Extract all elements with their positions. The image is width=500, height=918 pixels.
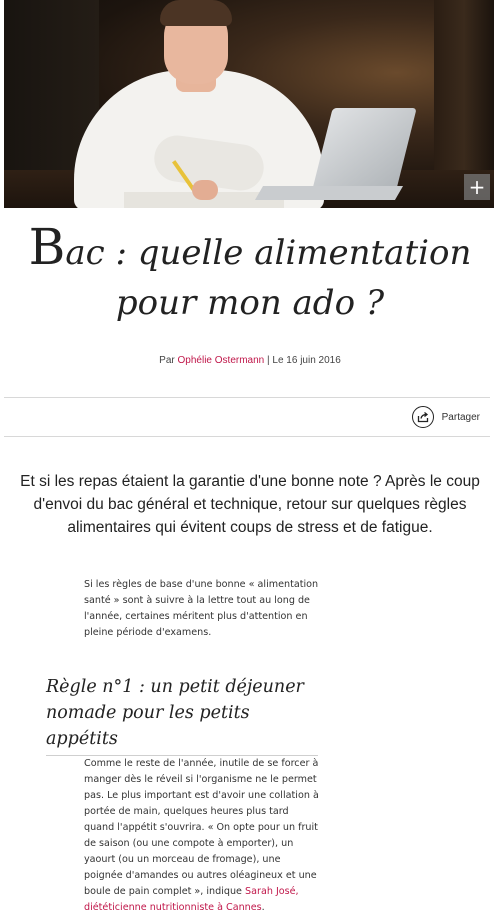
hero-student-hair — [160, 0, 232, 26]
title-dropcap: B — [28, 218, 66, 276]
article-lead: Et si les repas étaient la garantie d'une bonne note ? Après le coup d'envoi du bac général et technique, retour sur quelques règles alimentaires qui évitent coups de stress et de fatigue. — [20, 473, 480, 536]
article-title — [0, 218, 500, 328]
author-link[interactable]: Ophélie Ostermann — [177, 355, 265, 366]
title-text: ac : quelle alimentation pour mon ado ? — [65, 233, 472, 323]
divider-bottom — [4, 436, 490, 437]
hero-student-hand — [192, 180, 218, 200]
byline-separator: | — [267, 355, 270, 366]
hero-image — [4, 0, 494, 208]
subheading-rule-1: Règle n°1 : un petit déjeuner nomade pour les petits appétits — [46, 674, 318, 756]
share-button[interactable] — [412, 406, 480, 428]
plus-icon: + — [468, 175, 486, 199]
paragraph-rule-1-end: . — [261, 902, 265, 913]
share-icon — [412, 406, 434, 428]
expert-link[interactable]: Sarah José, diététicienne nutritionniste à Cannes — [84, 886, 299, 913]
paragraph-rule-1-text: Comme le reste de l'année, inutile de se forcer à manger dès le réveil si l'organisme ne le permet pas. Le plus important est d'avoir une collation à portée de main, quelques heures plus tard quand l'appétit s'ouvrira. « On opte pour un fruit de saison (ou une compote à emporter), un yaourt (ou un morceau de fromage), une poignée d'amandes ou autres oléagineux et une boule de pain complet », indique — [84, 758, 319, 897]
share-label: Partager — [441, 411, 480, 423]
expand-image-button[interactable] — [464, 174, 490, 200]
byline — [0, 355, 500, 366]
publish-date: Le 16 juin 2016 — [272, 355, 341, 366]
paragraph-rule-1 — [84, 756, 320, 916]
hero-laptop-base — [255, 186, 403, 200]
byline-prefix: Par — [159, 355, 175, 366]
paragraph-intro: Si les règles de base d'une bonne « alimentation santé » sont à suivre à la lettre tout au long de l'année, certaines méritent plus d'attention en pleine période d'examens. — [84, 579, 319, 638]
divider-top — [4, 397, 490, 398]
